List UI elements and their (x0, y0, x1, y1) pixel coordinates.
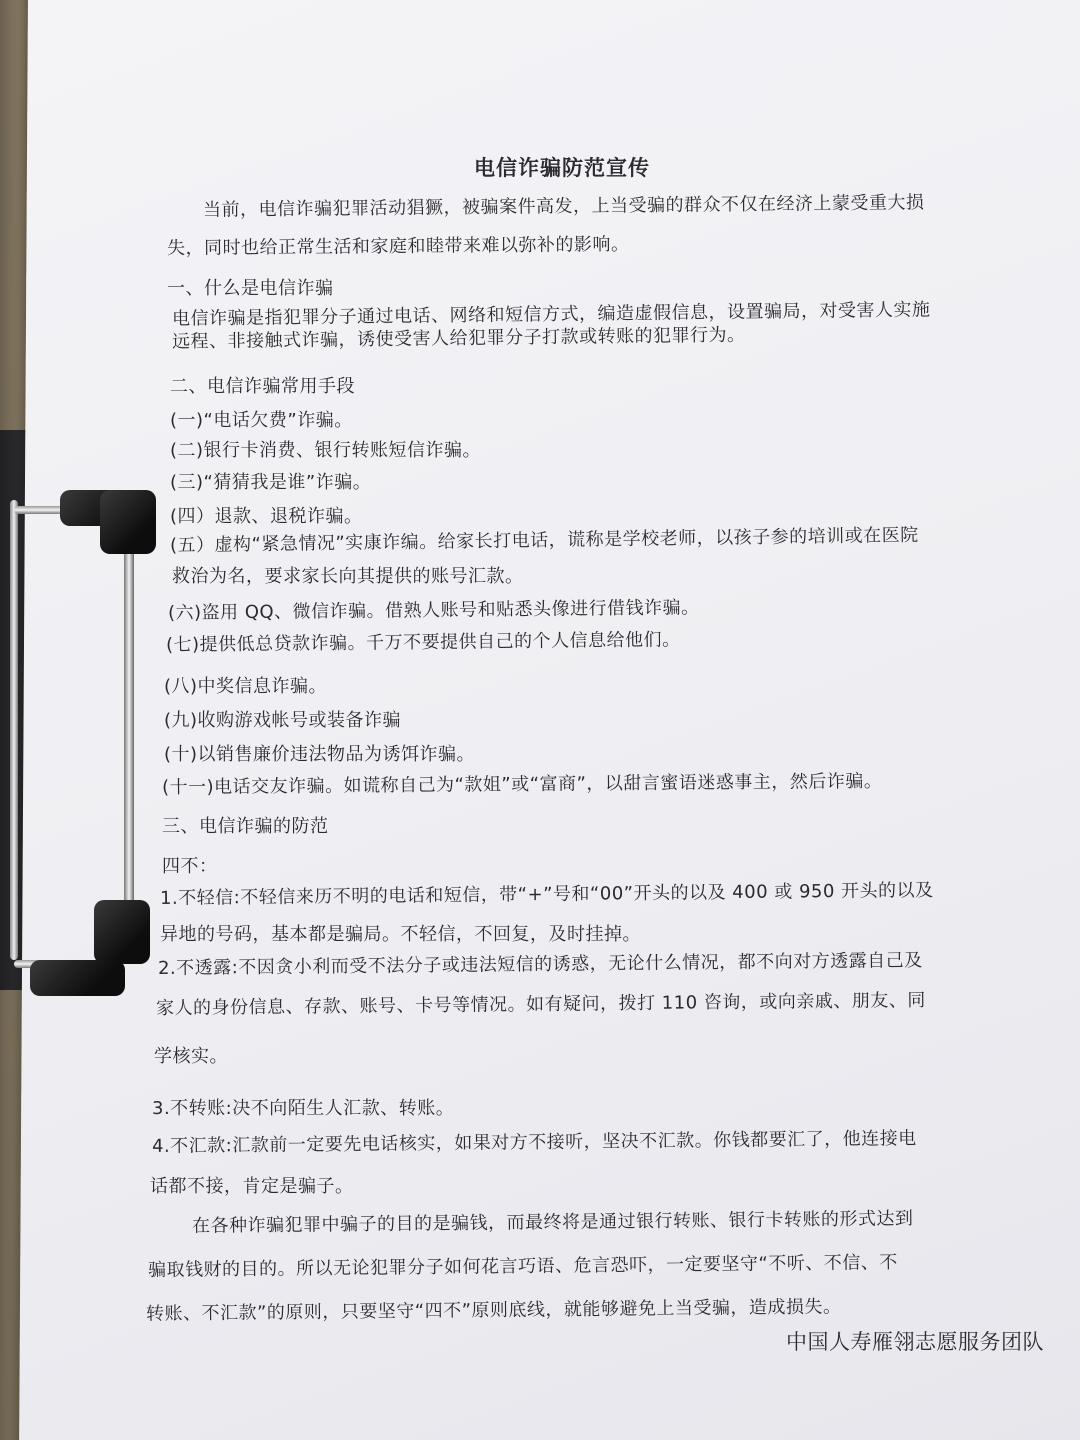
intro-line-1: 当前，电信诈骗犯罪活动猖獗，被骗案件高发，上当受骗的群众不仅在经济上蒙受重大损 (202, 192, 925, 221)
clip-bottom-cap (30, 960, 125, 996)
section2-item-6: (六)盗用 QQ、微信诈骗。借熟人账号和贴悉头像进行借钱诈骗。 (167, 597, 700, 624)
section1-line-2: 远程、非接触式诈骗，诱使受害人给犯罪分子打款或转账的犯罪行为。 (171, 324, 746, 353)
conclusion-line-2: 骗取钱财的目的。所以无论犯罪分子如何花言巧语、危言恐吓，一定要坚守“不听、不信、不 (147, 1252, 898, 1281)
conclusion-line-3: 转账、不汇款”的原则，只要坚守“四不”原则底线，就能够避免上当受骗，造成损失。 (145, 1296, 842, 1325)
four-no-4: 4.不汇款:汇款前一定要先电话核实，如果对方不接听，坚决不汇款。你钱都要汇了，他连接电 (151, 1127, 917, 1158)
signature: 中国人寿雁翎志愿服务团队 (786, 1330, 1044, 1354)
clip-hinge-rod (10, 500, 18, 960)
section1-line-1: 电信诈骗是指犯罪分子通过电话、网络和短信方式，编造虚假信息，设置骗局，对受害人实施 (171, 299, 931, 330)
section2-heading: 二、电信诈骗常用手段 (170, 376, 355, 397)
section1-heading: 一、什么是电信诈骗 (167, 278, 334, 299)
four-no-1: 1.不轻信:不轻信来历不明的电话和短信，带“+”号和“00”开头的以及 400 或 950 开头的以及 (159, 879, 934, 910)
clip-top-cap-vertical (100, 490, 156, 554)
intro-line-2: 失，同时也给正常生活和家庭和睦带来难以弥补的影响。 (166, 233, 630, 260)
clip-bottom-cap-vertical (94, 900, 150, 964)
section2-item-3: (三)“猜猜我是谁”诈骗。 (170, 472, 372, 493)
binder-clip (0, 470, 180, 1010)
conclusion-line-1: 在各种诈骗犯罪中骗子的目的是骗钱，而最终将是通过银行转账、银行卡转账的形式达到 (191, 1208, 914, 1237)
section2-item-10: (十)以销售廉价违法物品为诱饵诈骗。 (164, 744, 476, 765)
four-no-2: 2.不透露:不因贪小利而受不法分子或违法短信的诱惑，无论什么情况，都不向对方透露自己及 (157, 949, 923, 980)
section2-item-11: (十一)电话交友诈骗。如谎称自己为“款姐”或“富商”，以甜言蜜语迷惑事主，然后诈骗。 (161, 770, 883, 799)
four-no-2-end: 学核实。 (154, 1046, 228, 1067)
four-no-2-cont: 家人的身份信息、存款、账号、卡号等情况。如有疑问，拨打 110 咨询，或向亲戚、朋友、同 (155, 989, 926, 1020)
section2-item-5: (五）虚构“紧急情况”实康诈编。给家长打电话，谎称是学校老师，以孩子参的培训或在医院 (169, 524, 919, 557)
four-no-3: 3.不转账:决不向陌生人汇款、转账。 (152, 1098, 455, 1119)
section2-item-2: (二)银行卡消费、银行转账短信诈骗。 (170, 440, 482, 461)
section2-item-5-cont: 救治为名，要求家长向其提供的账号汇款。 (172, 566, 524, 587)
section2-item-8: (八)中奖信息诈骗。 (164, 676, 328, 697)
section2-item-7: (七)提供低总贷款诈骗。千万不要提供自己的个人信息给他们。 (165, 629, 681, 656)
four-no-4-cont: 话都不接，肯定是骗子。 (150, 1176, 354, 1197)
section2-item-1: (一)“电话欠费”诈骗。 (170, 410, 353, 431)
four-no-label: 四不： (162, 856, 218, 877)
section2-item-4: (四）退款、退税诈骗。 (170, 506, 363, 527)
clip-wire-handle (124, 530, 134, 950)
section3-heading: 三、电信诈骗的防范 (162, 816, 329, 837)
section2-item-9: (九)收购游戏帐号或装备诈骗 (164, 710, 402, 731)
four-no-1-cont: 异地的号码，基本都是骗局。不轻信，不回复，及时挂掉。 (160, 924, 641, 945)
document-title: 电信诈骗防范宣传 (474, 156, 650, 180)
